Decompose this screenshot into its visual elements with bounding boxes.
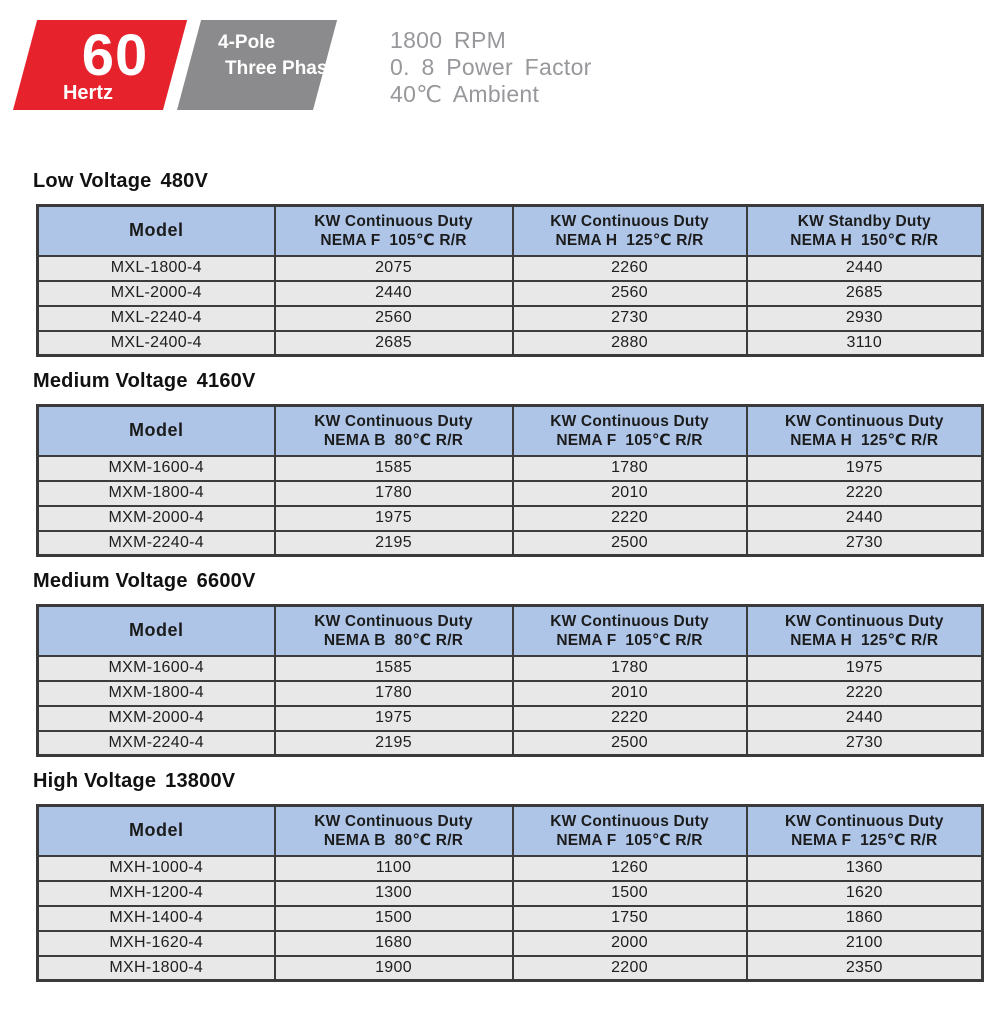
section-title-label: Medium Voltage [33,370,188,392]
kw-value-cell: 1975 [275,506,513,531]
kw-value-cell: 2730 [513,306,747,331]
kw-value-cell: 2220 [513,706,747,731]
table-header-row [38,606,983,656]
kw-column-header [513,606,747,656]
model-cell: MXL-2240-4 [38,306,275,331]
kw-column-header [747,406,983,456]
model-cell: MXH-1620-4 [38,931,275,956]
table-row [38,731,983,756]
kw-value-cell: 2010 [513,481,747,506]
model-cell: MXM-1800-4 [38,681,275,706]
column-header-line: KW Continuous Duty [314,612,473,630]
kw-column-header [275,606,513,656]
section-title [33,170,981,193]
model-cell: MXM-1800-4 [38,481,275,506]
kw-value-cell: 1780 [513,456,747,481]
model-cell: MXH-1200-4 [38,881,275,906]
kw-column-header [513,406,747,456]
section-title [33,570,981,593]
column-header-line: KW Continuous Duty [550,612,709,630]
kw-value-cell: 1780 [275,681,513,706]
model-cell: MXH-1000-4 [38,856,275,881]
table-row [38,281,983,306]
kw-value-cell: 1680 [275,931,513,956]
table-row [38,856,983,881]
kw-value-cell: 2440 [747,256,983,281]
kw-value-cell: 2560 [275,306,513,331]
spec-sections [33,170,981,982]
kw-column-header [747,206,983,256]
table-header-row [38,406,983,456]
kw-value-cell: 2220 [513,506,747,531]
spec-section [33,170,981,357]
kw-value-cell: 2220 [747,681,983,706]
kw-value-cell: 1585 [275,456,513,481]
table-row [38,681,983,706]
table-row [38,481,983,506]
kw-column-header [747,806,983,856]
kw-value-cell: 2730 [747,531,983,556]
kw-value-cell: 1500 [275,906,513,931]
kw-column-header [275,206,513,256]
kw-value-cell: 1585 [275,656,513,681]
model-cell: MXL-1800-4 [38,256,275,281]
model-cell: MXH-1400-4 [38,906,275,931]
column-header-line: KW Continuous Duty [784,412,944,430]
column-header-line: NEMA F 105℃ R/R [556,431,703,449]
table-row [38,706,983,731]
table-row [38,531,983,556]
kw-value-cell: 2440 [747,706,983,731]
spec-section [33,370,981,557]
kw-value-cell: 2685 [747,281,983,306]
kw-value-cell: 1100 [275,856,513,881]
section-title-label: Medium Voltage [33,570,188,592]
spec-section [33,770,981,982]
model-column-header: Model [38,406,275,456]
kw-value-cell: 2100 [747,931,983,956]
model-cell: MXM-2240-4 [38,531,275,556]
kw-value-cell: 2440 [747,506,983,531]
column-header-line: KW Standby Duty [797,212,931,230]
kw-value-cell: 2440 [275,281,513,306]
pole-count-label: 4-Pole [218,32,276,53]
table-row [38,306,983,331]
kw-value-cell: 2500 [513,531,747,556]
section-title-voltage: 13800V [165,770,236,792]
table-row [38,331,983,356]
kw-value-cell: 2350 [747,956,983,981]
kw-value-cell: 1360 [747,856,983,881]
kw-column-header [513,806,747,856]
rating-specs [390,27,592,108]
model-cell: MXL-2000-4 [38,281,275,306]
kw-column-header [275,406,513,456]
kw-value-cell: 2560 [513,281,747,306]
kw-value-cell: 1975 [747,656,983,681]
kw-value-cell: 1620 [747,881,983,906]
column-header-line: KW Continuous Duty [550,412,709,430]
section-title-voltage: 480V [160,170,209,192]
column-header-line: KW Continuous Duty [550,812,709,830]
kw-value-cell: 3110 [747,331,983,356]
column-header-line: NEMA H 125℃ R/R [790,431,939,449]
kw-column-header [275,806,513,856]
table-row [38,881,983,906]
kw-value-cell: 2685 [275,331,513,356]
table-row [38,456,983,481]
kw-value-cell: 2075 [275,256,513,281]
kw-value-cell: 2730 [747,731,983,756]
table-row [38,256,983,281]
spec-table [36,604,984,757]
table-header-row [38,206,983,256]
section-title [33,770,981,793]
section-title-voltage: 4160V [196,370,256,392]
rpm-spec: 1800 RPM [390,27,507,53]
phase-label: Three Phase [225,58,338,79]
table-row [38,931,983,956]
frequency-unit: Hertz [62,82,113,104]
column-header-line: NEMA B 80℃ R/R [323,431,464,449]
section-title-voltage: 6600V [196,570,256,592]
model-cell: MXM-2000-4 [38,506,275,531]
section-title-label: Low Voltage [33,170,152,192]
kw-value-cell: 1750 [513,906,747,931]
kw-value-cell: 2195 [275,731,513,756]
column-header-line: NEMA B 80℃ R/R [323,631,464,649]
column-header-line: NEMA H 125℃ R/R [790,631,939,649]
power-factor-spec: 0. 8 Power Factor [390,54,592,80]
column-header-line: KW Continuous Duty [784,612,944,630]
model-column-header: Model [38,806,275,856]
section-title [33,370,981,393]
model-cell: MXM-1600-4 [38,656,275,681]
column-header-line: NEMA H 125℃ R/R [555,231,704,249]
column-header-line: KW Continuous Duty [314,412,473,430]
kw-value-cell: 2200 [513,956,747,981]
kw-value-cell: 1780 [513,656,747,681]
section-title-label: High Voltage [33,770,157,792]
ambient-temp-spec: 40℃ Ambient [390,81,540,107]
kw-value-cell: 2195 [275,531,513,556]
model-column-header: Model [38,606,275,656]
column-header-line: NEMA B 80℃ R/R [323,831,464,849]
spec-table [36,204,984,357]
table-header-row [38,806,983,856]
table-row [38,656,983,681]
spec-table [36,804,984,982]
kw-value-cell: 2000 [513,931,747,956]
kw-value-cell: 1860 [747,906,983,931]
kw-value-cell: 1500 [513,881,747,906]
kw-value-cell: 1975 [747,456,983,481]
kw-column-header [513,206,747,256]
table-row [38,956,983,981]
kw-value-cell: 1975 [275,706,513,731]
kw-value-cell: 2880 [513,331,747,356]
kw-value-cell: 1780 [275,481,513,506]
model-cell: MXM-2240-4 [38,731,275,756]
kw-value-cell: 2260 [513,256,747,281]
kw-column-header [747,606,983,656]
kw-value-cell: 2930 [747,306,983,331]
kw-value-cell: 1300 [275,881,513,906]
spec-banner [0,10,1005,110]
column-header-line: NEMA F 125℃ R/R [791,831,938,849]
kw-value-cell: 1900 [275,956,513,981]
kw-value-cell: 2010 [513,681,747,706]
model-cell: MXH-1800-4 [38,956,275,981]
table-row [38,506,983,531]
column-header-line: KW Continuous Duty [314,212,473,230]
model-cell: MXM-1600-4 [38,456,275,481]
spec-table [36,404,984,557]
model-cell: MXM-2000-4 [38,706,275,731]
table-row [38,906,983,931]
model-column-header: Model [38,206,275,256]
column-header-line: KW Continuous Duty [784,812,944,830]
model-cell: MXL-2400-4 [38,331,275,356]
column-header-line: NEMA F 105℃ R/R [556,631,703,649]
spec-section [33,570,981,757]
column-header-line: NEMA F 105℃ R/R [320,231,467,249]
column-header-line: KW Continuous Duty [550,212,709,230]
column-header-line: NEMA H 150℃ R/R [790,231,939,249]
kw-value-cell: 2500 [513,731,747,756]
kw-value-cell: 2220 [747,481,983,506]
kw-value-cell: 1260 [513,856,747,881]
column-header-line: NEMA F 105℃ R/R [556,831,703,849]
column-header-line: KW Continuous Duty [314,812,473,830]
frequency-value: 60 [81,23,149,88]
